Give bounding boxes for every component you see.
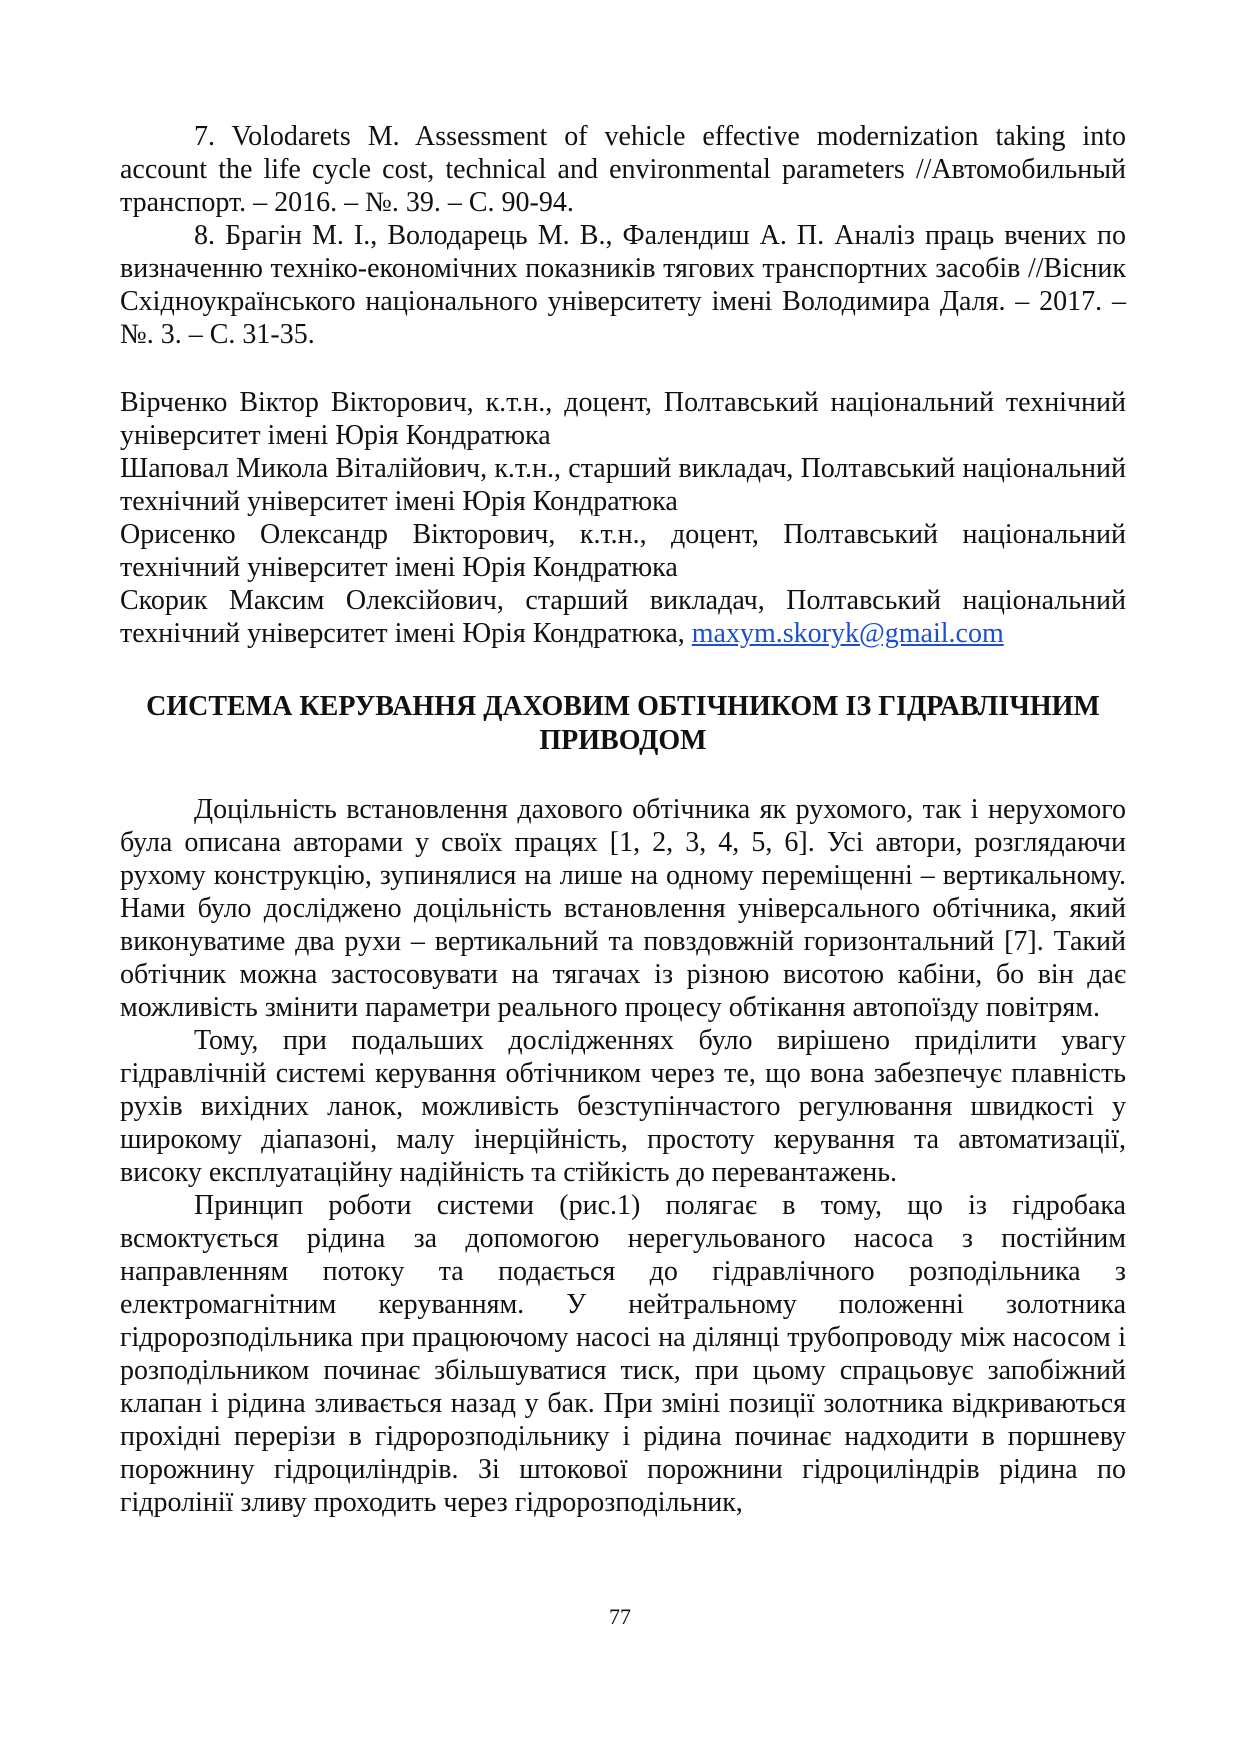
reference-item: 7. Volodarets M. Assessment of vehicle effective modernization taking into account the life cycle cost, technical and environmental parameters //Автомобильный транспорт. – 2016. – №. 39. – С. 90-94.: [120, 121, 1126, 218]
body-paragraph: Доцільність встановлення дахового обтічника як рухомого, так і нерухомого була описана авторами у своїх працях [1, 2, 3, 4, 5, 6]. Усі автори, розглядаючи рухому конструкцію, зупинялися на лише на одному переміщенні – вертикальному. Нами було досліджено доцільність встановлення універсального обтічника, який виконуватиме два рухи – вертикальний та повздовжній горизонтальний [7]. Такий обтічник можна застосовувати на тягачах із різною висотою кабіни, бо він дає можливість змінити параметри реального процесу обтікання автопоїзду повітрям.: [120, 794, 1126, 1023]
author-list: [120, 386, 1126, 650]
reference-list: [120, 120, 1126, 351]
author-entry: [120, 584, 1126, 650]
article-body: [120, 793, 1126, 1519]
article-title: [120, 690, 1126, 758]
email-link[interactable]: maxym.skoryk@gmail.com: [691, 618, 1004, 649]
page-number: 77: [609, 1604, 631, 1629]
body-paragraph: Тому, при подальших дослідженнях було вирішено приділити увагу гідравлічній системі керування обтічником через те, що вона забезпечує плавність рухів вихідних ланок, можливість безступінчастого регулювання швидкості у широкому діапазоні, малу інерційність, простоту керування та автоматизації, високу експлуатаційну надійність та стійкість до перевантажень.: [120, 1025, 1126, 1188]
reference-item: 8. Брагін М. І., Володарець М. В., Фалендиш А. П. Аналіз праць вчених по визначенню техніко-економічних показників тягових транспортних засобів //Вісник Східноукраїнського національного університету імені Володимира Даля. – 2017. – №. 3. – С. 31-35.: [120, 220, 1126, 350]
title-line: СИСТЕМА КЕРУВАННЯ ДАХОВИМ ОБТІЧНИКОМ ІЗ ГІДРАВЛІЧНИМ: [146, 691, 1100, 722]
author-entry: Шаповал Микола Віталійович, к.т.н., старший викладач, Полтавський національний технічний університет імені Юрія Кондратюка: [120, 453, 1126, 517]
author-affiliation: Скорик Максим Олексійович, старший викладач, Полтавський національний технічний університет імені Юрія Кондратюка,: [120, 585, 1126, 649]
author-entry: Вірченко Віктор Вікторович, к.т.н., доцент, Полтавський національний технічний університет імені Юрія Кондратюка: [120, 387, 1126, 451]
author-entry: Орисенко Олександр Вікторович, к.т.н., доцент, Полтавський національний технічний університет імені Юрія Кондратюка: [120, 519, 1126, 583]
body-paragraph: Принцип роботи системи (рис.1) полягає в тому, що із гідробака всмоктується рідина за допомогою нерегульованого насоса з постійним направленням потоку та подається до гідравлічного розподільника з електромагнітним керуванням. У нейтральному положенні золотника гідророзподільника при працюючому насосі на ділянці трубопроводу між насосом і розподільником починає збільшуватися тиск, при цьому спрацьовує запобіжний клапан і рідина зливається назад у бак. При зміні позиції золотника відкриваються прохідні перерізи в гідророзподільнику і рідина починає надходити в поршневу порожнину гідроциліндрів. Зі штокової порожнини гідроциліндрів рідина по гідролінії зливу проходить через гідророзподільник,: [120, 1190, 1126, 1518]
title-line: ПРИВОДОМ: [539, 725, 707, 756]
